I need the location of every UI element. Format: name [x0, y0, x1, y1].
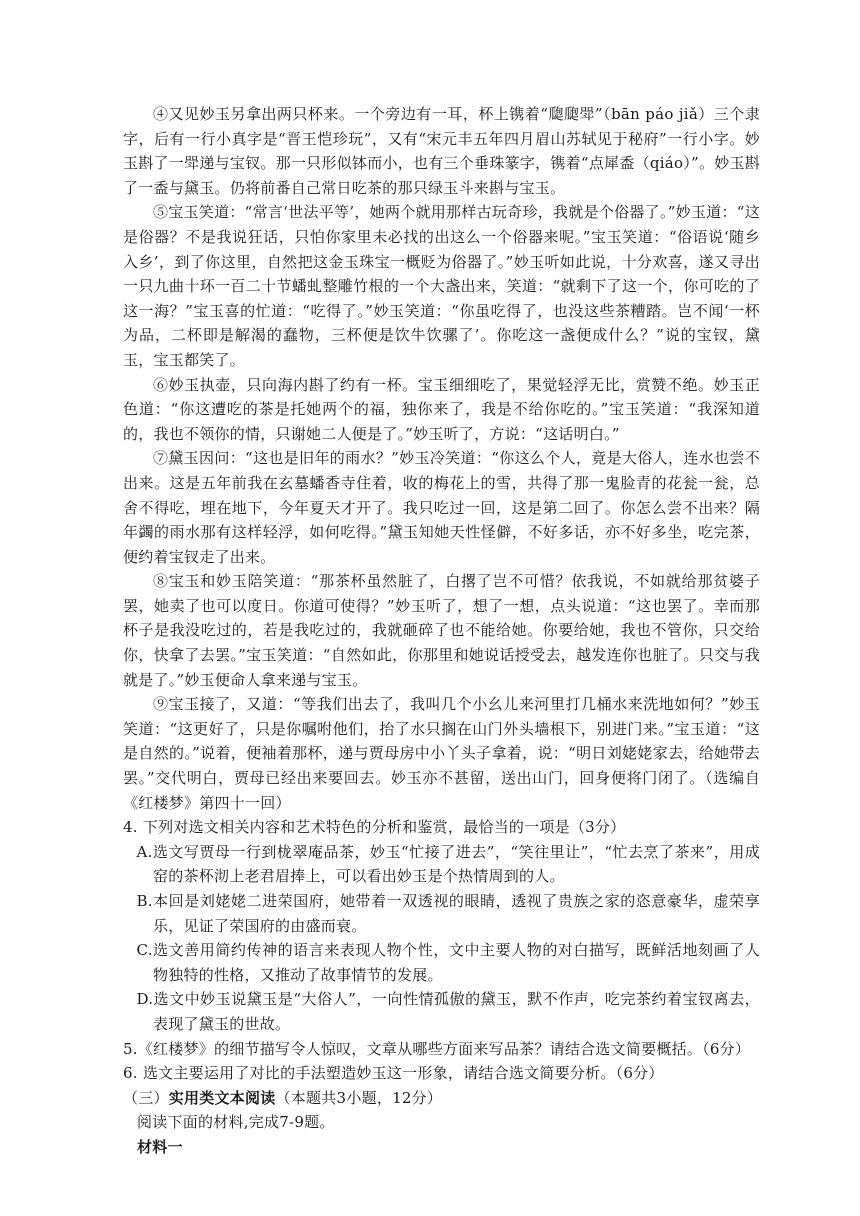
section-3-title: 实用类文本阅读 [168, 1088, 276, 1107]
paragraph-6: ⑥妙玉执壶，只向海内斟了约有一杯。宝玉细细吃了，果觉轻浮无比，赏赞不绝。妙玉正色道：“你这遭吃的茶是托她两个的福，独你来了，我是不给你吃的。”宝玉笑道：“我深知道的，我也不领你的情，只谢她二人便是了。”妙玉听了，方说：“这话明白。” [123, 375, 760, 443]
material-one-heading: 材料一 [137, 1137, 183, 1156]
paragraph-4: ④又见妙玉另拿出两只杯来。一个旁边有一耳，杯上镌着“瓟瓟斝”（bān páo jiǎ）三个隶字，后有一行小真字是“晋王恺珍玩”，又有“宋元丰五年四月眉山苏轼见于秘府”一行小字。妙玉斟了一斝递与宝钗。那一只形似钵而小，也有三个垂珠篆字，镌着“点犀盉（qiáo）”。妙玉斟了一盉与黛玉。仍将前番自己常日吃茶的那只绿玉斗来斟与宝玉。 [123, 105, 760, 197]
section-3-prefix: （三） [123, 1088, 169, 1107]
question-4-option-d: D.选文中妙玉说黛玉是“大俗人”，一向性情孤傲的黛玉，默不作声，吃完茶约着宝钗离去，表现了黛玉的世故。 [136, 990, 760, 1033]
question-5: 5.《红楼梦》的细节描写令人惊叹，文章从哪些方面来写品茶？请结合选文简要概括。（6分） [123, 1039, 751, 1058]
paragraph-8: ⑧宝玉和妙玉陪笑道：“那茶杯虽然脏了，白撂了岂不可惜？依我说，不如就给那贫婆子罢，她卖了也可以度日。你道可使得？”妙玉听了，想了一想，点头说道：“这也罢了。幸而那杯子是我没吃过的，若是我吃过的，我就砸碎了也不能给她。你要给她，我也不管你，只交给你，快拿了去罢。”宝玉笑道：“自然如此，你那里和她说话授受去，越发连你也脏了。只交与我就是了。”妙玉便命人拿来递与宝玉。 [123, 572, 760, 689]
question-6: 6. 选文主要运用了对比的手法塑造妙玉这一形象，请结合选文简要分析。（6分） [123, 1064, 664, 1083]
question-4 [123, 815, 760, 1036]
paragraph-9: ⑨宝玉接了，又道：“等我们出去了，我叫几个小幺儿来河里打几桶水来洗地如何？”妙玉笑道：“这更好了，只是你嘱咐他们，抬了水只搁在山门外头墙根下，别进门来。”宝玉道：“这是自然的。”说着，便袖着那杯，递与贾母房中小丫头子拿着，说：“明日刘姥姥家去，给她带去罢。”交代明白，贾母已经出来要回去。妙玉亦不甚留，送出山门，回身便将门闭了。（选编自《红楼梦》第四十一回） [123, 695, 760, 812]
question-4-stem: 4. 下列对选文相关内容和艺术特色的分析和鉴赏，最恰当的一项是（3分） [123, 818, 626, 837]
section-3-heading [123, 1086, 760, 1111]
paragraph-5: ⑤宝玉笑道：“常言‘世法平等’，她两个就用那样古玩奇珍，我就是个俗器了。”妙玉道：“这是俗器？不是我说狂话，只怕你家里未必找的出这么一个俗器来呢。”宝玉笑道：“俗语说‘随乡入乡’，到了你这里，自然把这金玉珠宝一概贬为俗器了。”妙玉听如此说，十分欢喜，遂又寻出一只九曲十环一百二十节蟠虬整雕竹根的一个大盏出来，笑道：“就剩下了这一个，你可吃的了这一海？”宝玉喜的忙道：“吃得了。”妙玉笑道：“你虽吃得了，也没这些茶糟踏。岂不闻‘一杯为品，二杯即是解渴的蠢物，三杯便是饮牛饮骡了’。你吃这一盏便成什么？”说的宝钗，黛玉，宝玉都笑了。 [123, 203, 760, 369]
question-4-option-b: B.本回是刘姥姥二进荣国府，她带着一双透视的眼睛，透视了贵族之家的恣意豪华，虚荣享乐，见证了荣国府的由盛而衰。 [136, 892, 760, 935]
paragraph-7: ⑦黛玉因问：“这也是旧年的雨水？”妙玉冷笑道：“你这么个人，竟是大俗人，连水也尝不出来。这是五年前我在玄墓蟠香寺住着，收的梅花上的雪，共得了那一鬼脸青的花瓮一瓮，总舍不得吃，埋在地下，今年夏天才开了。我只吃过一回，这是第二回了。你怎么尝不出来？隔年蠲的雨水那有这样轻浮，如何吃得。”黛玉知她天性怪僻，不好多话，亦不好多坐，吃完茶，便约着宝钗走了出来。 [123, 449, 760, 566]
section-3-instruction: 阅读下面的材料,完成7-9题。 [137, 1113, 335, 1132]
reading-passage [123, 102, 760, 1160]
question-4-option-a: A.选文写贾母一行到栊翠庵品茶，妙玉“忙接了进去”，“笑往里让”，“忙去烹了茶来”，用成窑的茶杯沏上老君眉捧上，可以看出妙玉是个热情周到的人。 [136, 842, 760, 886]
question-4-option-c: C.选文善用简约传神的语言来表现人物个性，文中主要人物的对白描写，既鲜活地刻画了人物独特的性格，又推动了故事情节的发展。 [136, 941, 760, 984]
section-3-suffix: （本题共3小题，12分） [275, 1088, 443, 1107]
